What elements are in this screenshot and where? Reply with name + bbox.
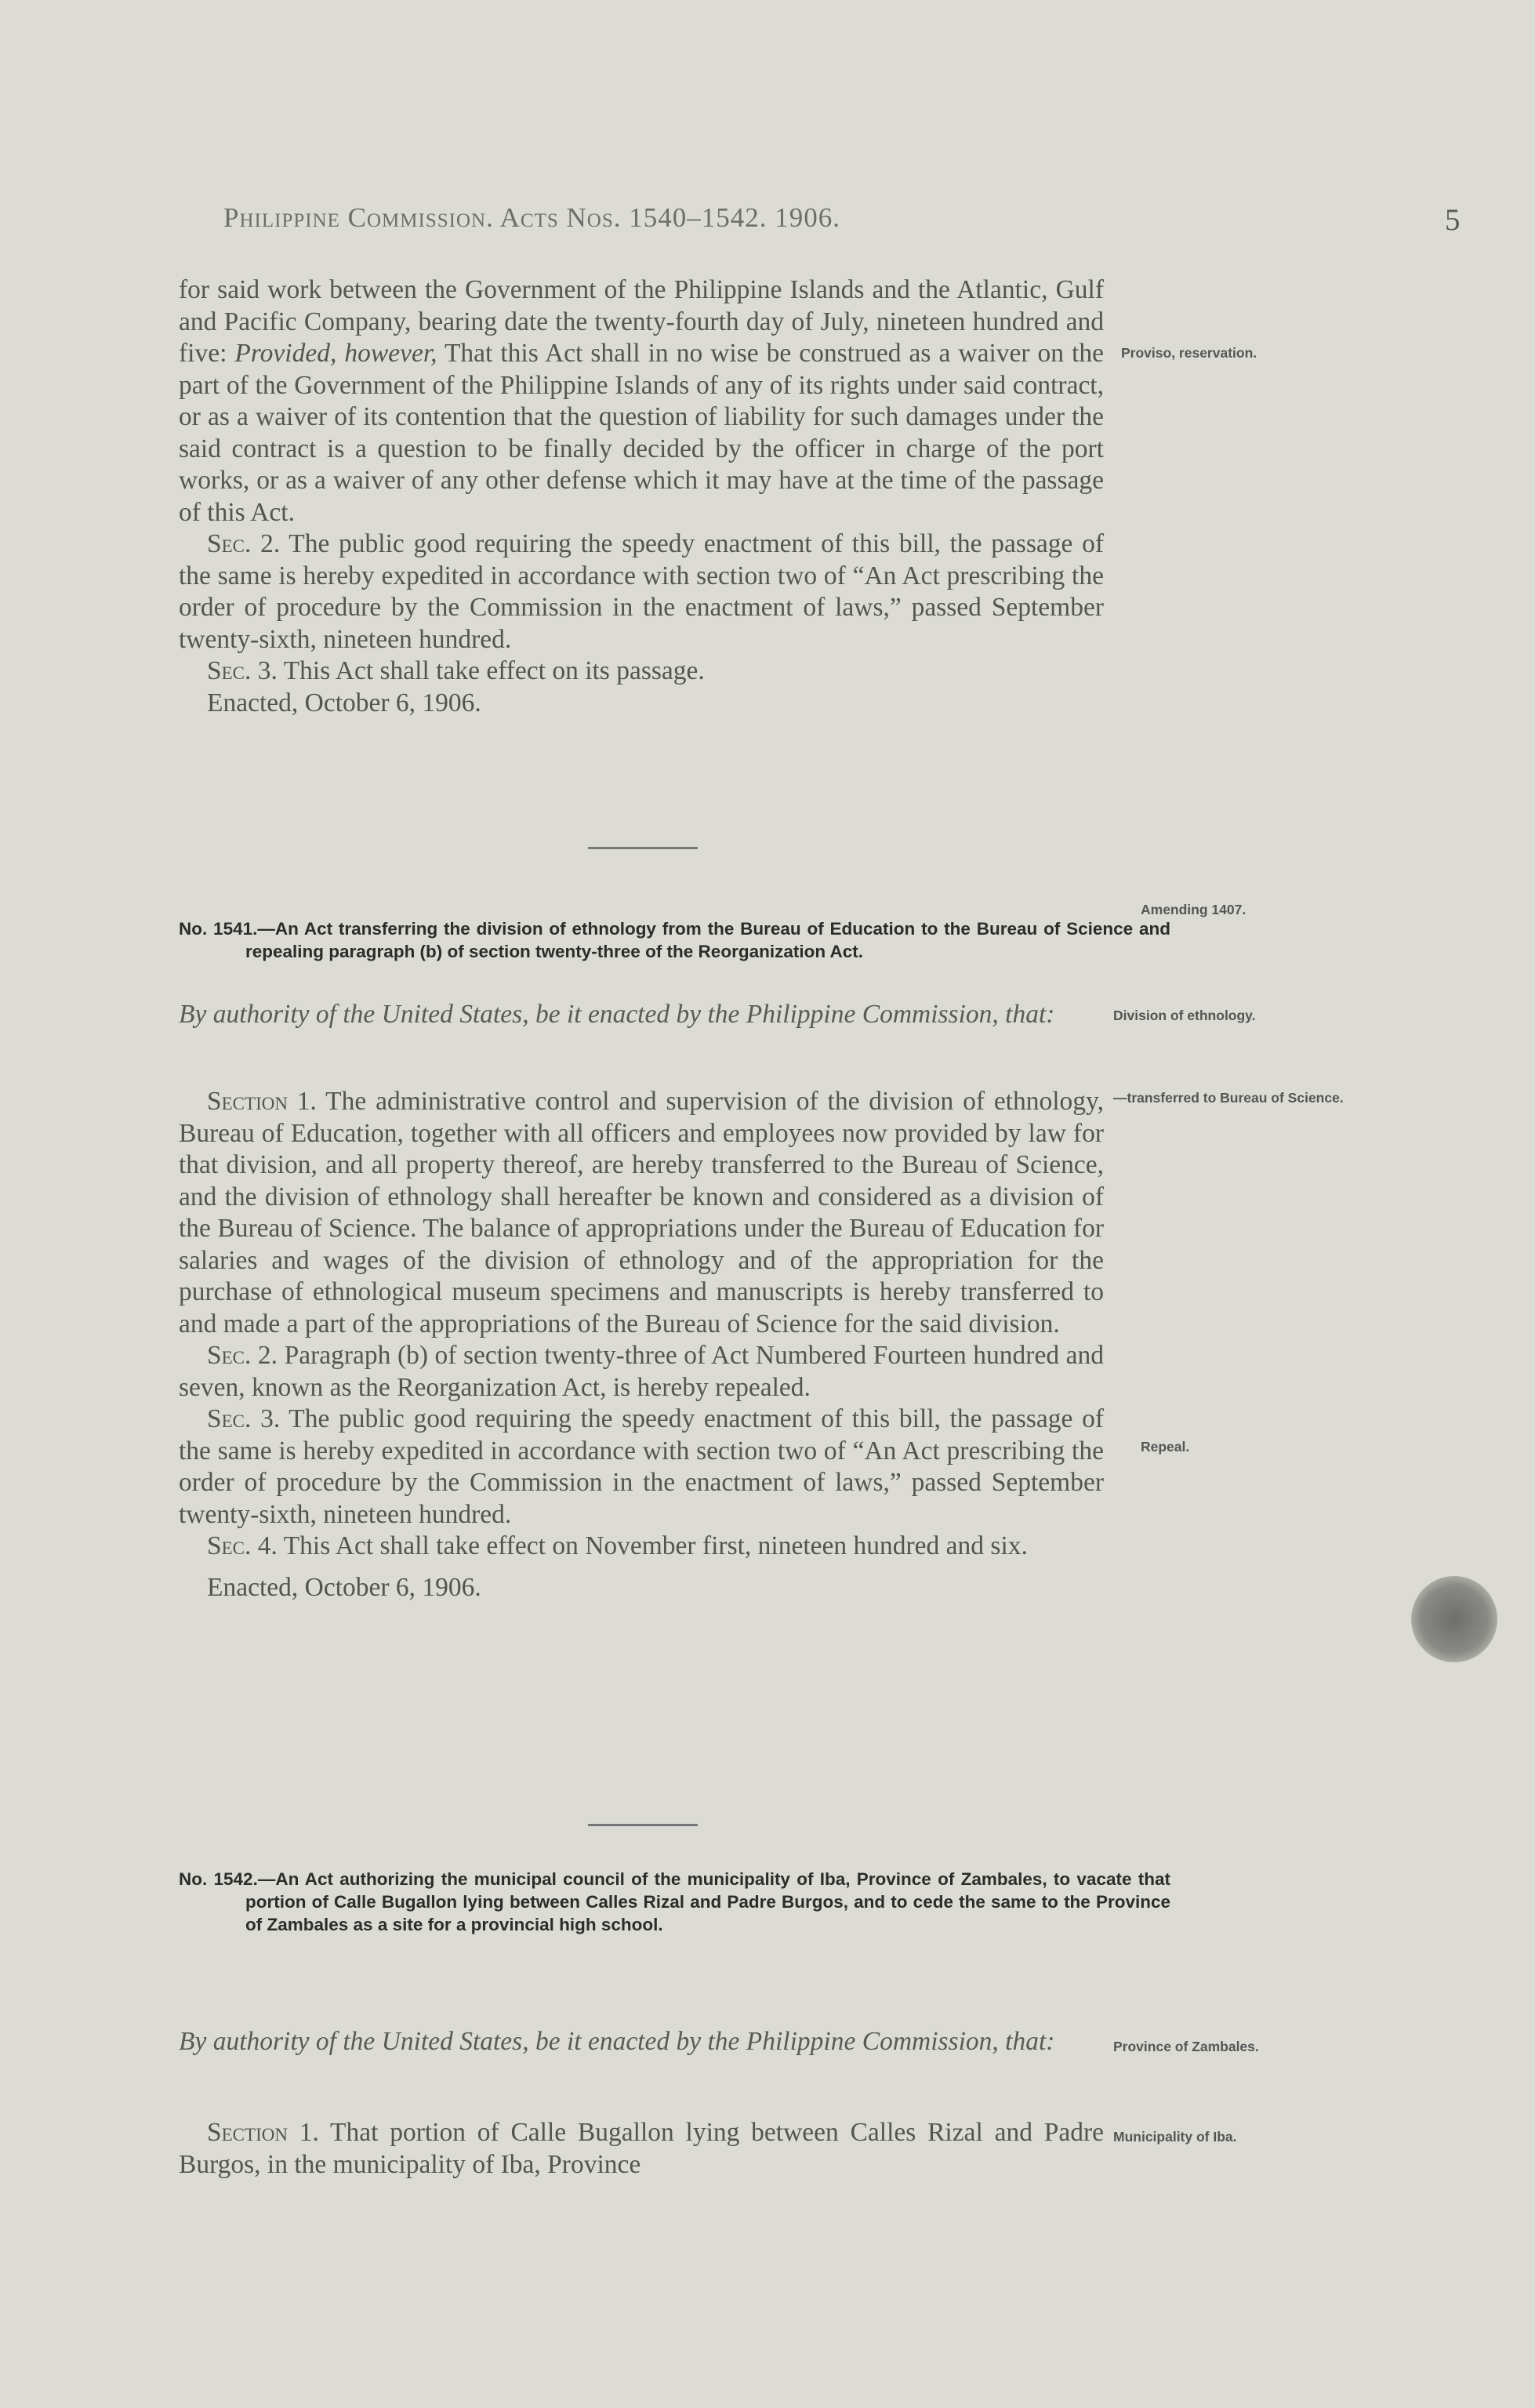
act-1540-section-2: Sec. 2. The public good requiring the speedy enactment of this bill, the passage of the same is hereby expedited in accordance with section two of “An Act prescribing the order of procedure by the Commission in the enactment of laws,” passed September twenty-sixth, nineteen hundred. (179, 529, 1104, 654)
act-1542-heading: No. 1542.—An Act authorizing the municipal council of the municipality of Iba, Province of Zambales, to vacate that portion of Calle Bugallon lying between Calles Rizal and Padre Burgos, and to cede the same to the Province of Zambales as a site for a provincial high school. (179, 1869, 1170, 1934)
act-1542-body (179, 2117, 1104, 2181)
act-1541-enacting-clause: By authority of the United States, be it enacted by the Philippine Commission, that: (179, 1000, 1055, 1029)
act-1541-section-1: Section 1. The administrative control and supervision of the division of ethnology, Bureau of Education, together with all officers and employees now provided by law for that division, and all property thereof, are hereby transferred to the Bureau of Science, and the division of ethnology shall hereafter be known and considered as a division of the Bureau of Science. The balance of appropriations under the Bureau of Education for salaries and wages of the division of ethnology and of the appropriation for the purchase of ethnological museum specimens and manuscripts is hereby transferred to and made a part of the appropriations of the Bureau of Science for the said division. (179, 1087, 1104, 1338)
act-1541-enacted-date: Enacted, October 6, 1906. (207, 1572, 481, 1602)
act-1542-section-1: Section 1. That portion of Calle Bugallon lying between Calles Rizal and Padre Burgos, in the municipality of Iba, Province (179, 2118, 1104, 2179)
act-1542-enacting-clause: By authority of the United States, be it enacted by the Philippine Commission, that: (179, 2027, 1055, 2056)
section-divider (588, 1824, 698, 1826)
running-head-title: Philippine Commission. Acts Nos. 1540–1542. 1906. (223, 202, 841, 233)
margin-note-repeal: Repeal. (1141, 1439, 1190, 1455)
margin-note-transferred: —transferred to Bureau of Science. (1113, 1090, 1344, 1106)
act-1540-paragraph: for said work between the Government of the Philippine Islands and the Atlantic, Gulf and Pacific Company, bearing date the twenty-fourth day of July, nineteen hundred and five: Provided, however, That this Act shall in no wise be construed as a waiver on the part of the Government of the Philippine Islands of any of its rights under said contract, or as a waiver of its contention that the question of liability for such damages under the said contract is a question to be finally decided by the officer in charge of the port works, or as a waiver of any other defense which it may have at the time of the passage of this Act. (179, 275, 1105, 527)
act-1540-enacted-date: Enacted, October 6, 1906. (207, 688, 481, 717)
act-1541-section-3: Sec. 3. The public good requiring the speedy enactment of this bill, the passage of the same is hereby expedited in accordance with section two of “An Act prescribing the order of procedure by the Commission in the enactment of laws,” passed September twenty-sixth, nineteen hundred. (179, 1404, 1104, 1529)
act-1541-section-4: Sec. 4. This Act shall take effect on November first, nineteen hundred and six. (207, 1531, 1028, 1560)
act-1540-continuation (179, 274, 1104, 719)
section-divider (588, 847, 698, 849)
act-1541-section-2: Sec. 2. Paragraph (b) of section twenty-three of Act Numbered Fourteen hundred and seven, known as the Reorganization Act, is hereby repealed. (179, 1341, 1104, 1402)
paper-stain (1411, 1576, 1497, 1662)
margin-note-amending: Amending 1407. (1141, 902, 1247, 917)
act-1541-heading: No. 1541.—An Act transferring the division of ethnology from the Bureau of Education to the Bureau of Science and repealing paragraph (b) of section twenty-three of the Reorganization Act. (179, 919, 1170, 961)
running-head (0, 202, 1535, 242)
page-number: 5 (1445, 203, 1461, 237)
act-1540-section-3: Sec. 3. This Act shall take effect on its passage. (207, 656, 705, 685)
margin-note-province: Province of Zambales. (1113, 2039, 1259, 2054)
margin-note-division-of-ethnology: Division of ethnology. (1113, 1008, 1256, 1023)
margin-note-proviso: Proviso, reservation. (1121, 345, 1257, 361)
act-1541-body (179, 1086, 1104, 1604)
margin-note-municipality: Municipality of Iba. (1113, 2129, 1237, 2145)
